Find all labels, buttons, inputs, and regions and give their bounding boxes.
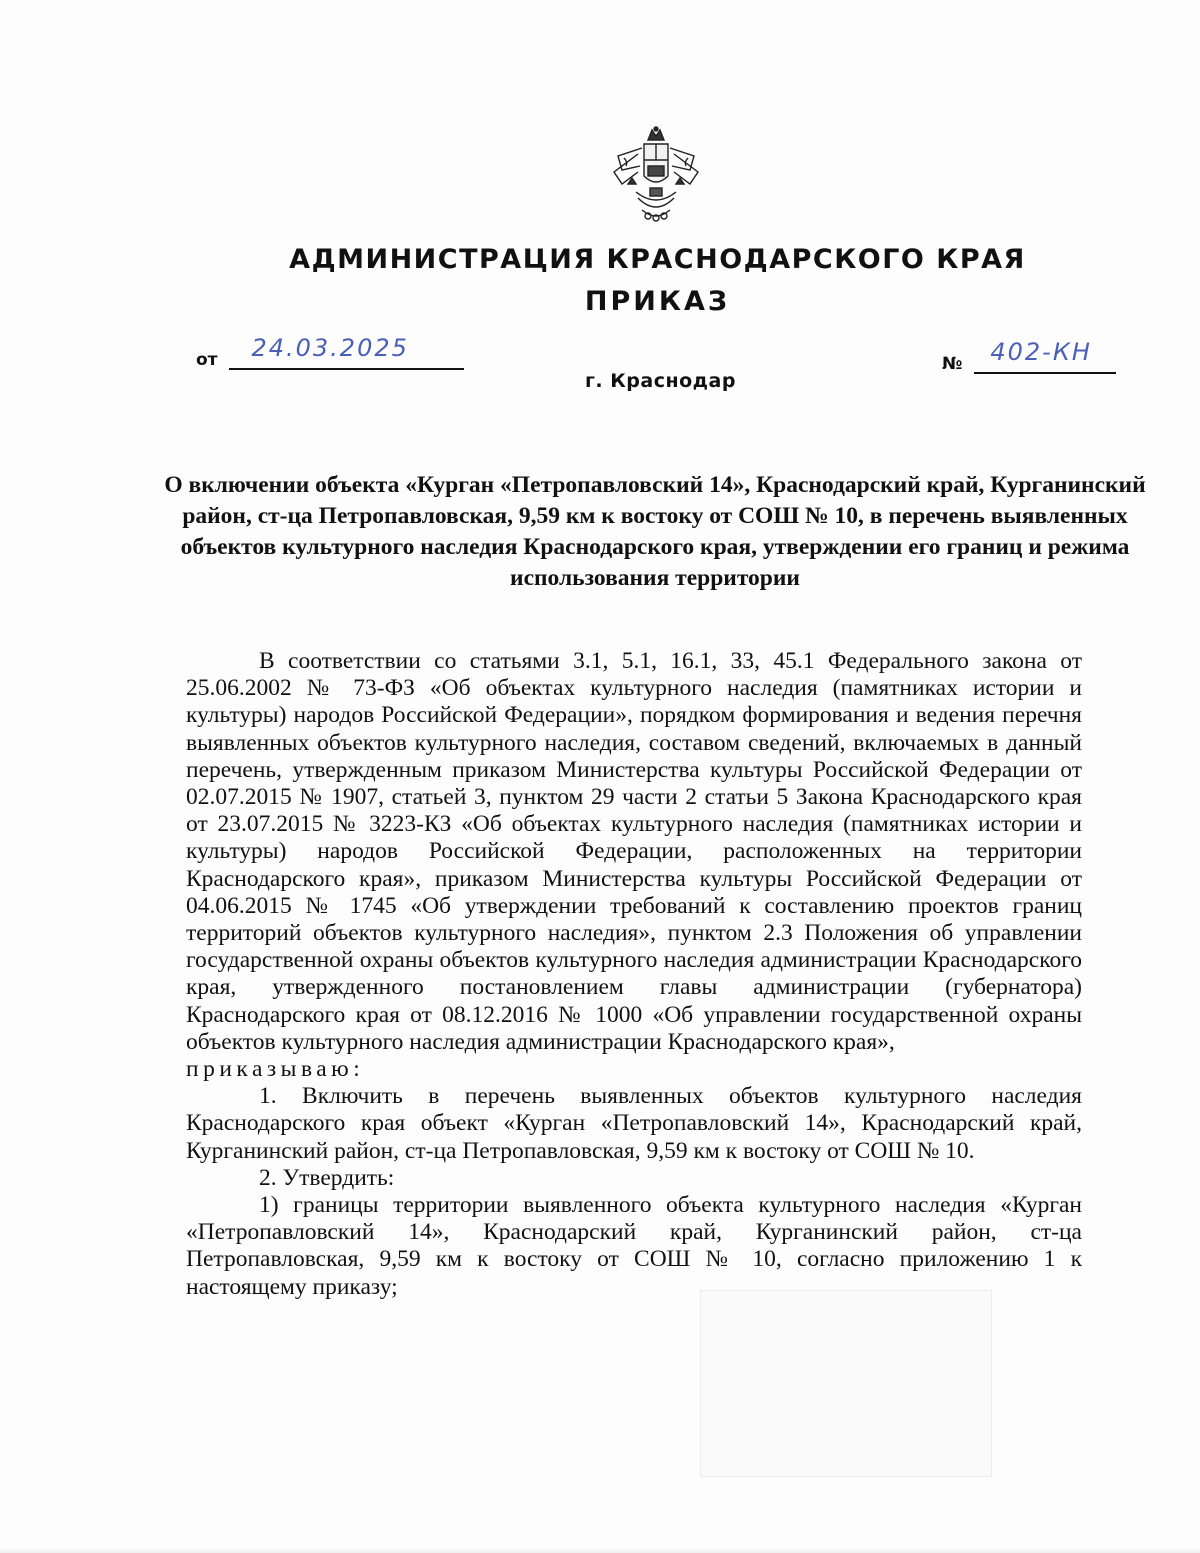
date-label: от — [196, 350, 218, 370]
order-word: приказываю: — [186, 1056, 365, 1083]
item-2-1: 1) границы территории выявленного объекта культурного наследия «Курган «Петропавловский 14», Краснодарский край, Курганинский район, ст-ца Петропавловская, 9,59 км к востоку от СОШ № 10, согласно приложению 1 к настоящему приказу; — [186, 1192, 1082, 1300]
number-line — [974, 338, 1116, 374]
item-1: 1. Включить в перечень выявленных объектов культурного наследия Краснодарского края объект «Курган «Петропавловский 14», Краснодарский край, Курганинский район, ст-ца Петропавловская, 9,59 км к востоку от СОШ № 10. — [186, 1083, 1082, 1164]
number-label: № — [942, 354, 963, 374]
preamble-paragraph: В соответствии со статьями 3.1, 5.1, 16.1, 33, 45.1 Федерального закона от 25.06.2002 № 73-ФЗ «Об объектах культурного наследия (памятниках истории и культуры) народов Российской Федерации», порядком формирования и ведения перечня выявленных объектов культурного наследия, составом сведений, включаемых в данный перечень, утвержденным приказом Министерства культуры Российской Федерации от 02.07.2015 № 1907, статьей 3, пунктом 29 части 2 статьи 5 Закона Краснодарского края от 23.07.2015 № 3223-КЗ «Об объектах культурного наследия (памятниках истории и культуры) народов Российской Федерации, расположенных на территории Краснодарского края», приказом Министерства культуры Российской Федерации от 04.06.2015 № 1745 «Об утверждении требований к составлению проектов границ территорий объектов культурного наследия», пунктом 2.3 Положения об управлении государственной охраны объектов культурного наследия администрации Краснодарского края, утвержденного постановлением главы администрации (губернатора) Краснодарского края от 08.12.2016 № 1000 «Об управлении государственной охраны объектов культурного наследия администрации Краснодарского края», — [186, 648, 1082, 1055]
document-body — [186, 648, 1082, 1301]
organization-name: АДМИНИСТРАЦИЯ КРАСНОДАРСКОГО КРАЯ — [289, 244, 1026, 275]
number-field — [942, 338, 1116, 374]
date-line — [229, 334, 464, 370]
faint-stamp-ghost — [700, 1290, 992, 1477]
number-value: 402-КН — [990, 338, 1092, 366]
coat-of-arms-emblem — [608, 126, 704, 226]
date-field — [196, 334, 464, 370]
date-value: 24.03.2025 — [251, 334, 409, 362]
document-title: О включении объекта «Курган «Петропавловский 14», Краснодарский край, Курганинский район, ст-ца Петропавловская, 9,59 км к востоку от СОШ № 10, в перечень выявленных объектов культурного наследия Краснодарского края, утверждении его границ и режима использования территории — [164, 472, 1146, 591]
item-2: 2. Утвердить: — [259, 1164, 395, 1191]
document-type: ПРИКАЗ — [584, 286, 731, 317]
city: г. Краснодар — [585, 370, 736, 392]
